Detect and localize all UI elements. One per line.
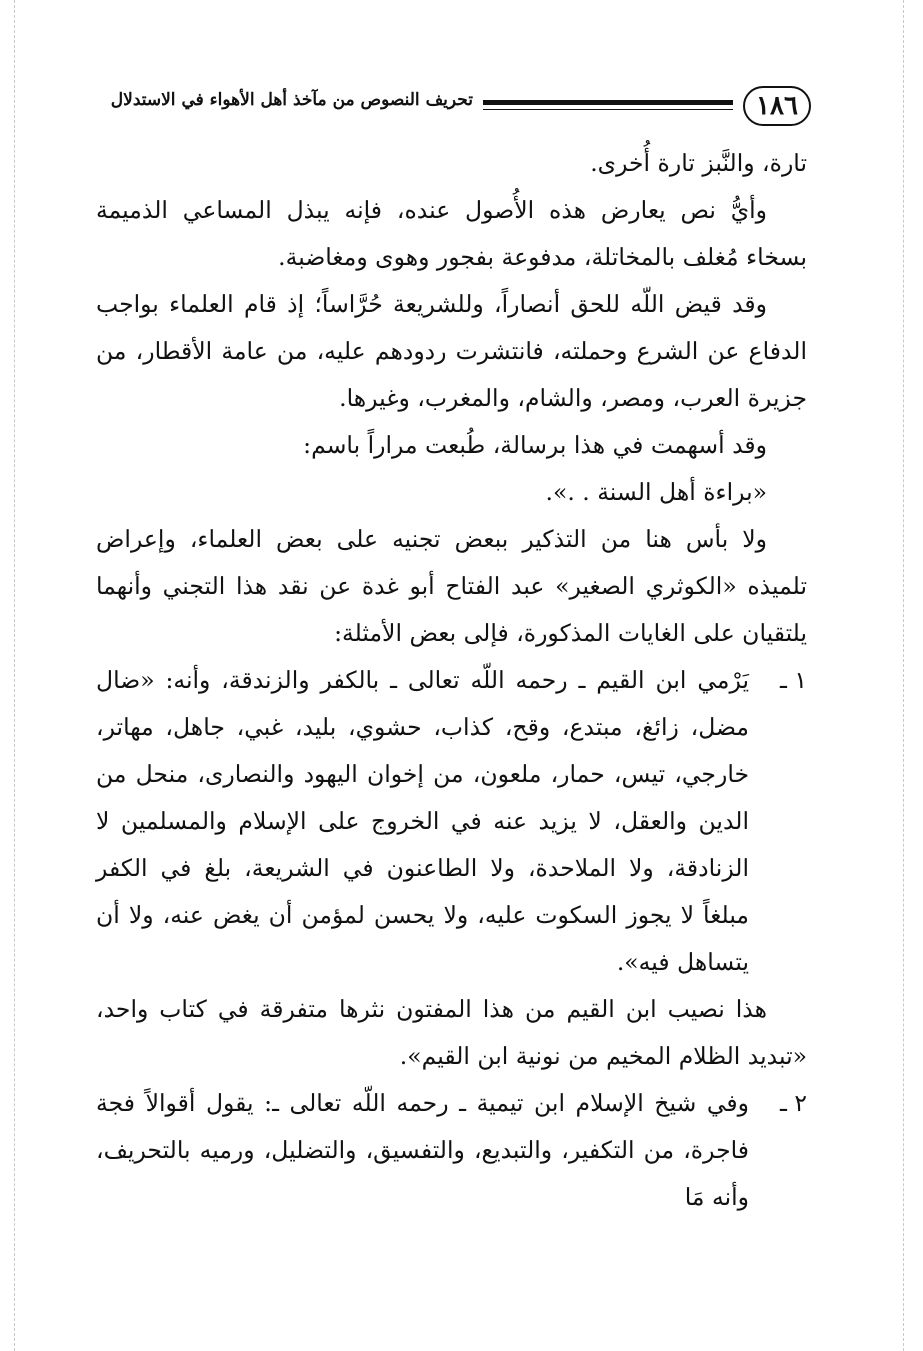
list-item-text: وفي شيخ الإسلام ابن تيمية ـ رحمه اللّه تعالى ـ: يقول أقوالاً فجة فاجرة، من التكفير، والتبديع، والتفسيق، والتضليل، ورميه بالتحريف، وأنه مَا [96,1089,749,1211]
paragraph: تارة، والنَّبز تارة أُخرى. [590,149,807,177]
list-item [96,1080,807,1221]
scan-edge-left [14,0,15,1351]
page-body [96,140,807,1221]
header-rule-thin [483,109,733,110]
paragraph: وأيُّ نص يعارض هذه الأُصول عنده، فإنه يبذل المساعي الذميمة بسخاء مُغلف بالمخاتلة، مدفوعة بفجور وهوى ومغاضبة. [96,196,807,271]
list-item [96,657,807,986]
page-number: ١٨٦ [743,86,811,126]
running-title: تحريف النصوص من مآخذ أهل الأهواء في الاستدلال [110,90,473,110]
list-item-text: يَرْمي ابن القيم ـ رحمه اللّه تعالى ـ بالكفر والزندقة، وأنه: «ضال مضل، زائغ، مبتدع، وقح، كذاب، حشوي، بليد، غبي، جاهل، مهاتر، خارجي، تيس، حمار، ملعون، من إخوان اليهود والنصارى، منحل من الدين والعقل، لا يزيد عنه في الخروج على الإسلام والمسلمين لا الزنادقة، ولا الملاحدة، ولا الطاعنون في الشريعة، بلغ في الكفر مبلغاً لا يجوز السكوت عليه، ولا يحسن لمؤمن أن يغض عنه، ولا أن يتساهل فيه». [96,666,749,976]
paragraph: ولا بأس هنا من التذكير ببعض تجنيه على بعض العلماء، وإعراض تلميذه «الكوثري الصغير» عبد الفتاح أبو غدة عن نقد هذا التجني وأنهما يلتقيان على الغايات المذكورة، فإلى بعض الأمثلة: [96,525,807,647]
page-header [92,84,811,130]
header-rule-thick [483,100,733,105]
paragraph: هذا نصيب ابن القيم من هذا المفتون نثرها متفرقة في كتاب واحد، «تبديد الظلام المخيم من نونية ابن القيم». [96,995,807,1070]
list-number: ١ ـ [780,666,807,694]
book-title: «براءة أهل السنة . .». [545,478,767,506]
paragraph: وقد أسهمت في هذا برسالة، طُبعت مراراً باسم: [303,431,767,459]
scan-edge-right [903,0,904,1351]
list-number: ٢ ـ [780,1089,807,1117]
paragraph: وقد قيض اللّه للحق أنصاراً، وللشريعة حُرَّاساً؛ إذ قام العلماء بواجب الدفاع عن الشرع وحملته، فانتشرت ردودهم عليه، من عامة الأقطار، من جزيرة العرب، ومصر، والشام، والمغرب، وغيرها. [96,290,807,412]
